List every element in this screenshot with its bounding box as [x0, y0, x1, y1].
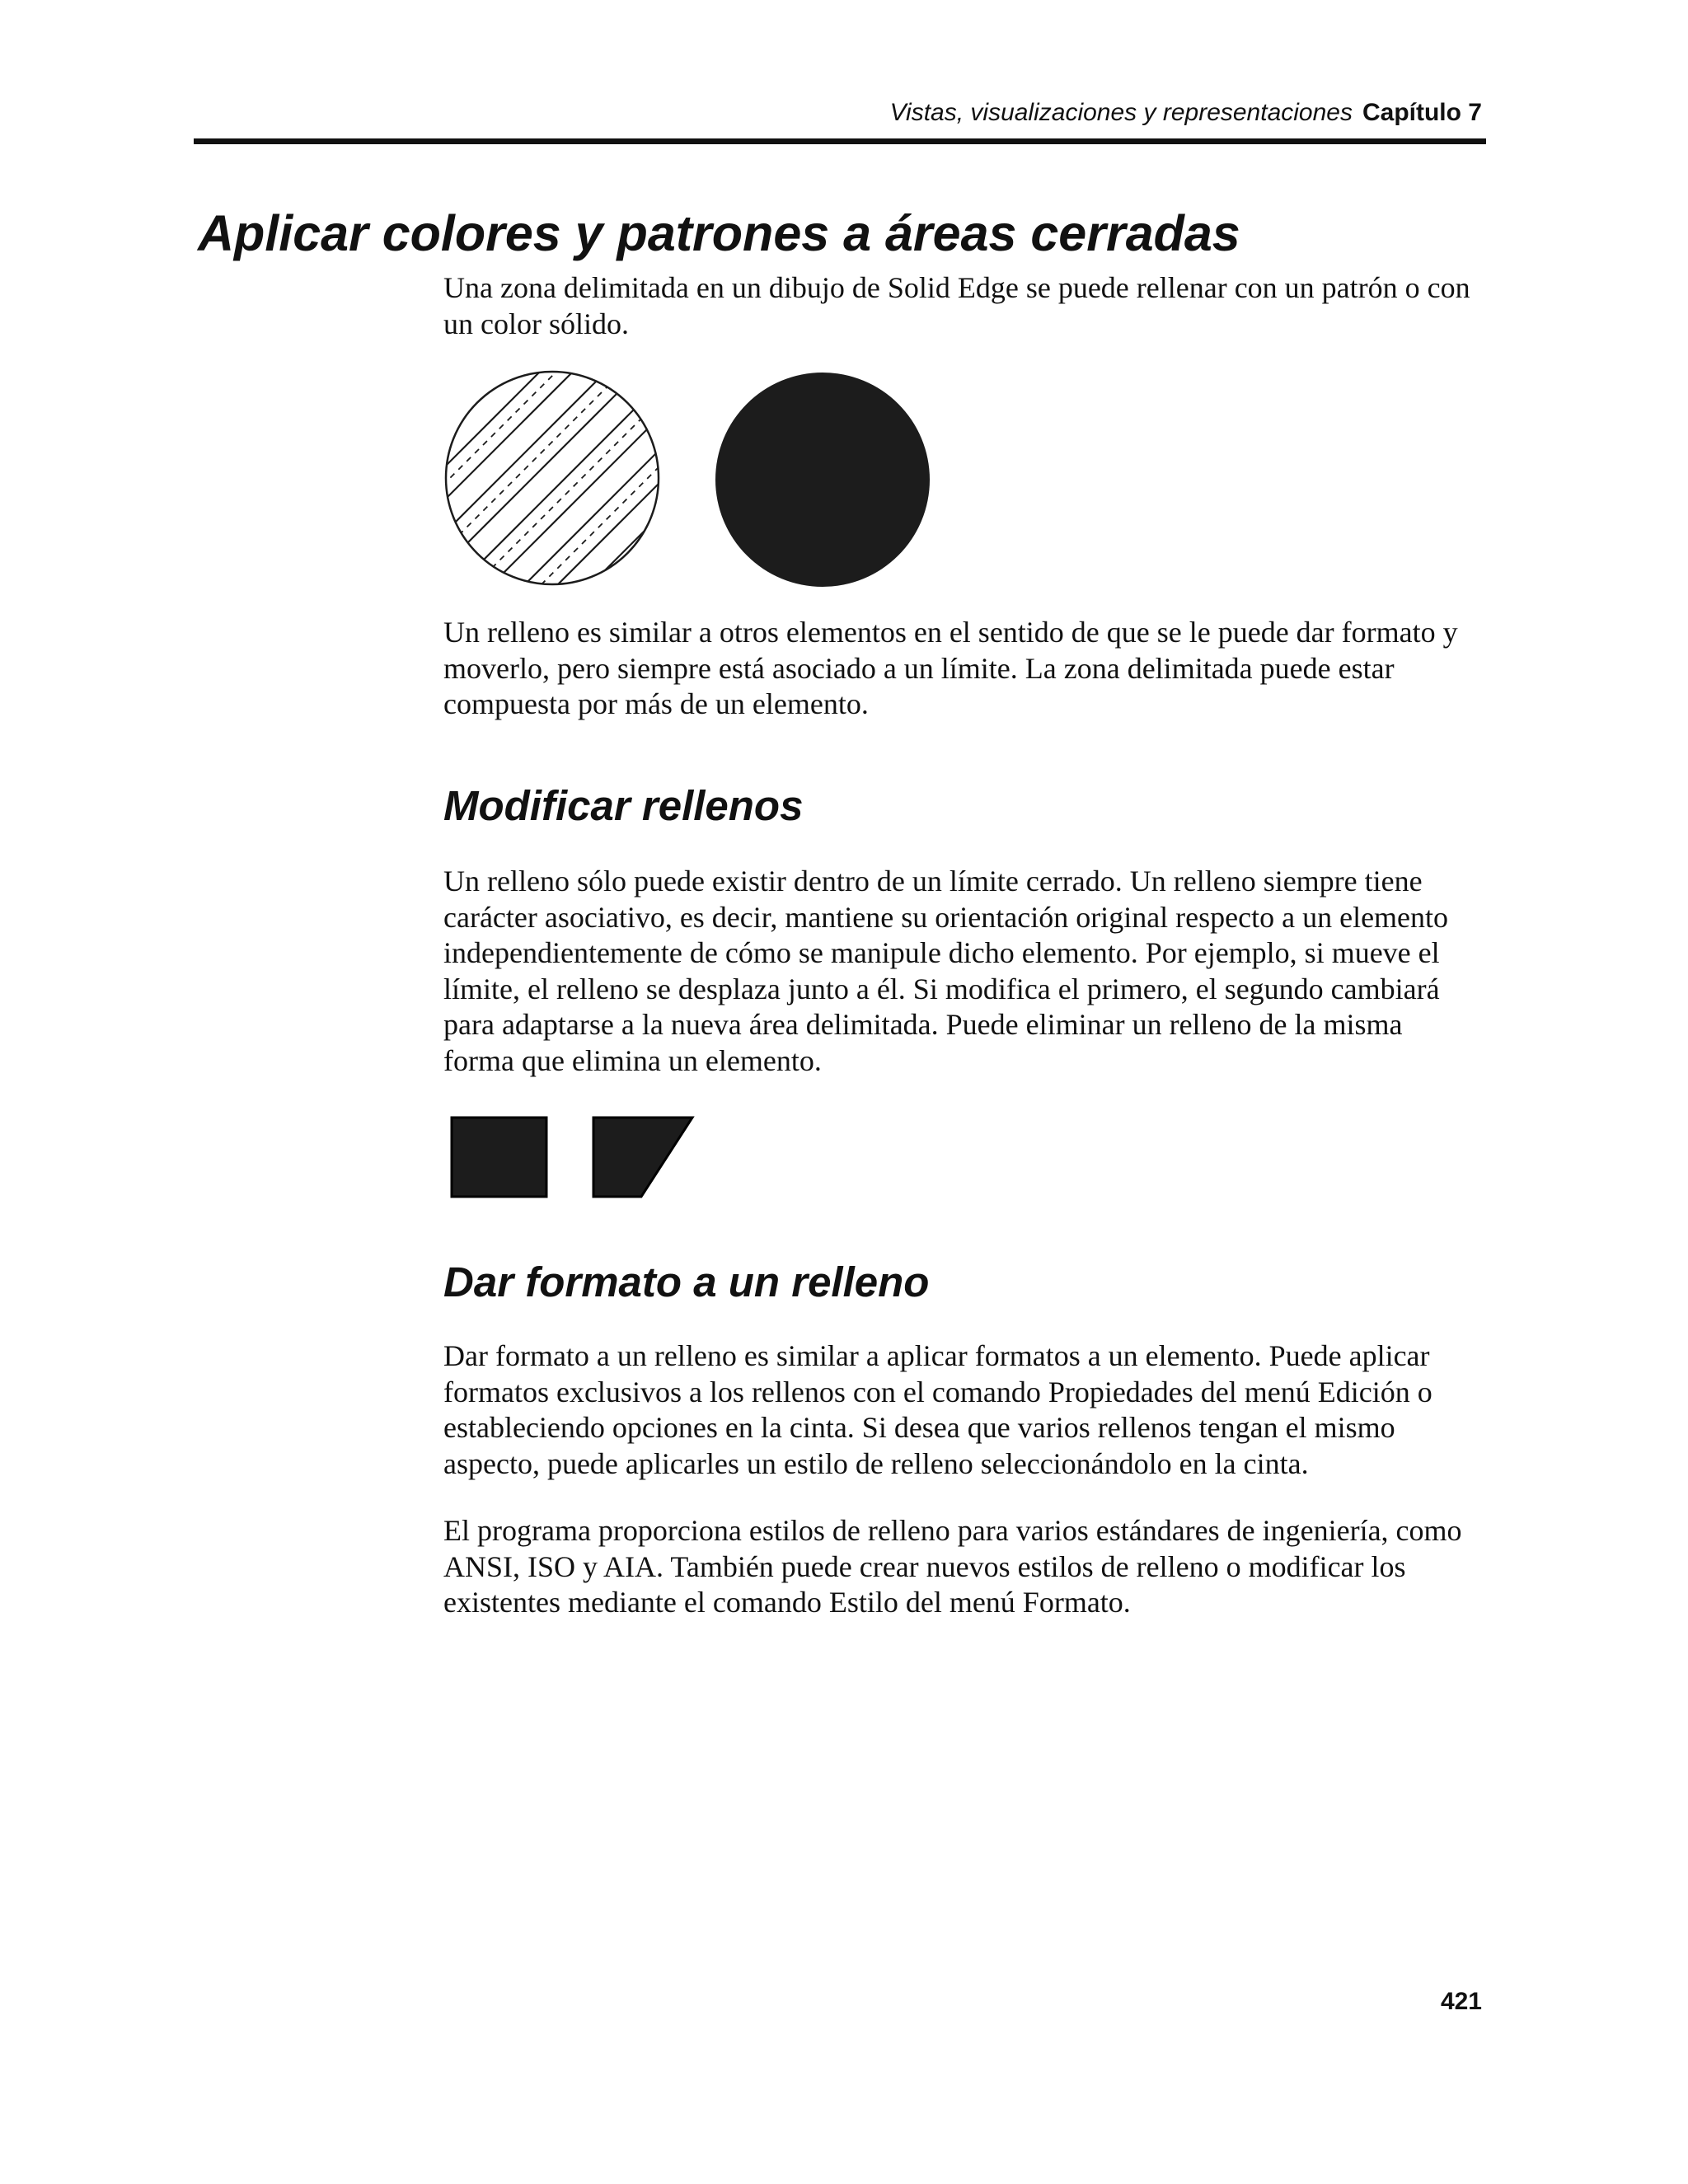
format-fill-paragraph-1: Dar formato a un relleno es similar a aplicar formatos a un elemento. Puede aplicar formatos exclusivos a los rellenos con el comando Propiedades del menú Edición o estableciendo opciones en la cinta. Si desea que varios rellenos tengan el mismo aspecto, puede aplicarles un estilo de relleno seleccionándolo en la cinta. [443, 1339, 1432, 1480]
filled-square [452, 1118, 546, 1197]
header-rule [194, 138, 1486, 144]
format-fill-paragraph-2: El programa proporciona estilos de relleno para varios estándares de ingeniería, como ANSI, ISO y AIA. También puede crear nuevos estilos de relleno o modificar los existentes mediante el comando Estilo del menú Formato. [443, 1514, 1462, 1619]
solid-filled-circle [715, 373, 930, 587]
section-heading-modify-fills: Modificar rellenos [443, 782, 804, 829]
running-header-chapter: Capítulo 7 [1362, 99, 1482, 126]
fill-examples-circles-figure [443, 369, 946, 592]
modify-fills-paragraph: Un relleno sólo puede existir dentro de un límite cerrado. Un relleno siempre tiene carácter asociativo, es decir, mantiene su orientación original respecto a un elemento independientemente de cómo se manipule dicho elemento. Por ejemplo, si mueve el límite, el relleno se desplaza junto a él. Si modifica el primero, el segundo cambiará para adaptarse a la nueva área delimitada. Puede eliminar un relleno de la misma forma que elimina un elemento. [443, 865, 1449, 1077]
fill-description-paragraph: Un relleno es similar a otros elementos en el sentido de que se le puede dar formato y moverlo, pero siempre está asociado a un límite. La zona delimitada puede estar compuesta por más de un elemento. [443, 616, 1458, 720]
page-title: Aplicar colores y patrones a áreas cerradas [198, 205, 1240, 261]
fill-examples-squares-figure [443, 1111, 707, 1202]
page-number: 421 [1440, 1988, 1482, 2015]
running-header-section: Vistas, visualizaciones y representaciones [889, 99, 1353, 126]
hatched-circle-outline [446, 372, 659, 584]
running-header [890, 99, 1482, 127]
section-heading-format-fill: Dar formato a un relleno [443, 1258, 930, 1305]
filled-clipped-shape [593, 1118, 692, 1197]
intro-paragraph: Una zona delimitada en un dibujo de Solid Edge se puede rellenar con un patrón o con un color sólido. [443, 271, 1470, 340]
